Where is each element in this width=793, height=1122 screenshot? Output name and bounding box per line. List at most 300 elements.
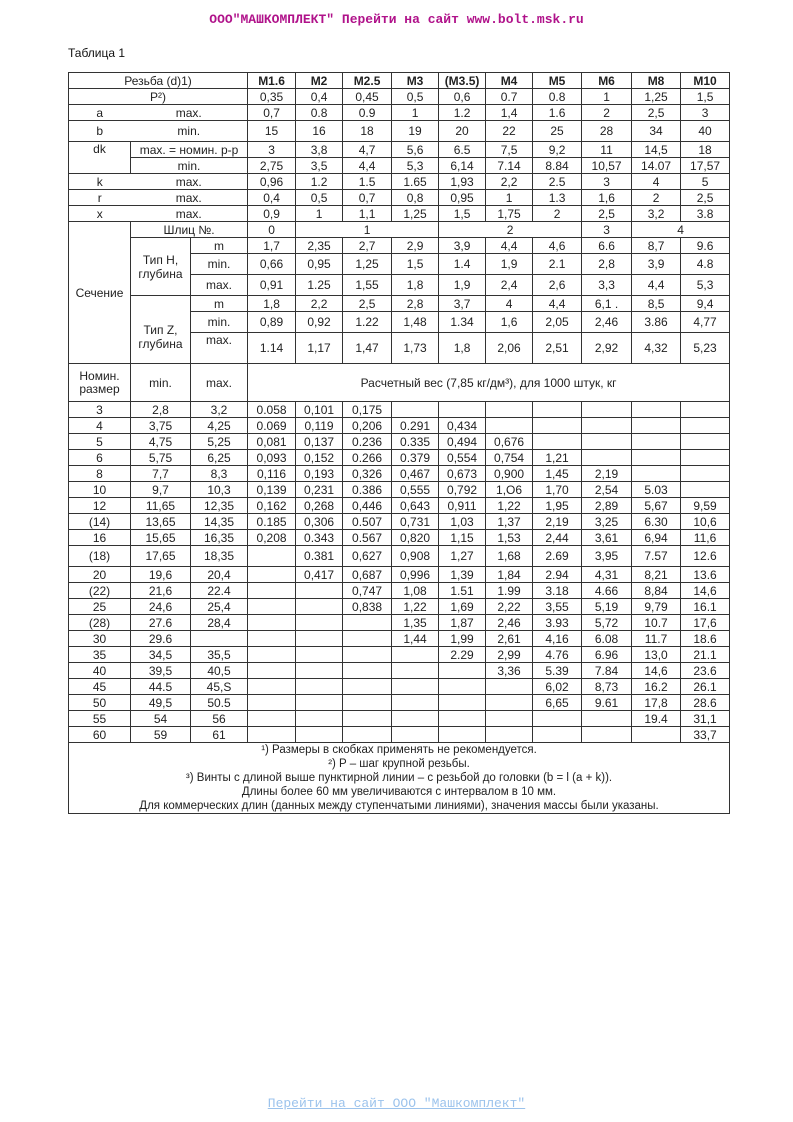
weight-cell: 0,306 — [296, 514, 343, 530]
value-cell: 2,5 — [582, 206, 632, 222]
nominal-length: 3 — [69, 402, 131, 418]
value-cell: 25 — [533, 121, 582, 142]
value-cell: 2,7 — [343, 238, 392, 254]
weight-cell: 6,02 — [533, 679, 582, 695]
length-max: 3,2 — [191, 402, 248, 418]
length-max: 12,35 — [191, 498, 248, 514]
value-cell: 0,89 — [248, 312, 296, 333]
weight-cell: 0,555 — [392, 482, 439, 498]
value-cell: 5 — [681, 174, 730, 190]
site-link-bottom[interactable]: Перейти на сайт ООО "Машкомплект" — [267, 1096, 526, 1111]
row-dk-min — [69, 158, 730, 174]
empty-cell — [248, 647, 296, 663]
empty-cell — [632, 466, 681, 482]
empty-cell — [439, 663, 486, 679]
weight-row — [69, 402, 730, 418]
value-cell: 19 — [392, 121, 439, 142]
weight-cell: 0,908 — [392, 546, 439, 567]
length-min: 49,5 — [131, 695, 191, 711]
weight-cell: 1,53 — [486, 530, 533, 546]
weight-row — [69, 466, 730, 482]
weight-row — [69, 615, 730, 631]
value-cell: 1,8 — [439, 333, 486, 364]
size-header: M8 — [632, 73, 681, 89]
footnote: Для коммерческих длин (данных между ступенчатыми линиями), значения массы были указаны. — [139, 800, 659, 812]
weight-cell: 0,434 — [439, 418, 486, 434]
value-cell: 8,5 — [632, 296, 681, 312]
footnote: Длины более 60 мм увеличиваются с интервалом в 10 мм. — [241, 786, 557, 798]
weight-cell: 10.7 — [632, 615, 681, 631]
nominal-length: (22) — [69, 583, 131, 599]
length-max: 6,25 — [191, 450, 248, 466]
type-h-label: Тип Н, глубина — [131, 238, 191, 296]
slot-value: 1 — [296, 222, 439, 238]
value-cell: 10,57 — [582, 158, 632, 174]
weight-cell: 1.99 — [486, 583, 533, 599]
nominal-length: 20 — [69, 567, 131, 583]
weight-cell: 1,95 — [533, 498, 582, 514]
weight-cell: 1.51 — [439, 583, 486, 599]
weight-cell: 19.4 — [632, 711, 681, 727]
weight-cell: 3,36 — [486, 663, 533, 679]
value-cell: 1.5 — [343, 174, 392, 190]
value-cell: 4,7 — [343, 142, 392, 158]
empty-cell — [486, 727, 533, 743]
nominal-length: 8 — [69, 466, 131, 482]
row-r — [69, 190, 730, 206]
footnote: ²) P – шаг крупной резьбы. — [328, 758, 470, 770]
value-cell: 1,55 — [343, 275, 392, 296]
weight-row — [69, 418, 730, 434]
weight-cell: 2,61 — [486, 631, 533, 647]
nominal-length: (18) — [69, 546, 131, 567]
weight-cell: 0,206 — [343, 418, 392, 434]
length-min: 5,75 — [131, 450, 191, 466]
weight-cell: 10,6 — [681, 514, 730, 530]
weight-cell: 6.08 — [582, 631, 632, 647]
weight-cell: 2,19 — [582, 466, 632, 482]
value-cell: 1,4 — [486, 105, 533, 121]
value-cell: 1,5 — [681, 89, 730, 105]
empty-cell — [439, 402, 486, 418]
value-cell: 0,5 — [296, 190, 343, 206]
empty-cell — [439, 695, 486, 711]
length-min: 19,6 — [131, 567, 191, 583]
footnotes-row — [69, 743, 730, 814]
row-k — [69, 174, 730, 190]
weight-cell: 14,6 — [632, 663, 681, 679]
value-cell: 1.14 — [248, 333, 296, 364]
weight-row — [69, 546, 730, 567]
row-p — [69, 89, 730, 105]
weight-cell: 0,193 — [296, 466, 343, 482]
empty-cell — [248, 546, 296, 567]
value-cell: 2.1 — [533, 254, 582, 275]
row-qualifier: m — [191, 296, 248, 312]
value-cell: 1 — [486, 190, 533, 206]
row-qualifier: min. — [191, 254, 248, 275]
weight-cell: 8,21 — [632, 567, 681, 583]
weight-cell: 1,87 — [439, 615, 486, 631]
nominal-length: (14) — [69, 514, 131, 530]
value-cell: 4,4 — [486, 238, 533, 254]
empty-cell — [343, 727, 392, 743]
empty-cell — [296, 599, 343, 615]
empty-cell — [632, 434, 681, 450]
value-cell: 4 — [632, 174, 681, 190]
weight-row — [69, 599, 730, 615]
screw-dimensions-table — [68, 72, 730, 814]
value-cell: 1.3 — [533, 190, 582, 206]
value-cell: 0.7 — [486, 89, 533, 105]
empty-cell — [681, 402, 730, 418]
value-cell: 9,4 — [681, 296, 730, 312]
value-cell: 2 — [632, 190, 681, 206]
length-max: 20,4 — [191, 567, 248, 583]
length-min: 17,65 — [131, 546, 191, 567]
empty-cell — [582, 402, 632, 418]
value-cell: 2,92 — [582, 333, 632, 364]
row-qualifier: min. — [131, 121, 248, 142]
nominal-length: 6 — [69, 450, 131, 466]
slot-value: 0 — [248, 222, 296, 238]
empty-cell — [392, 679, 439, 695]
size-header: (M3.5) — [439, 73, 486, 89]
row-label: k — [69, 174, 131, 190]
weight-cell: 0.343 — [296, 530, 343, 546]
weight-cell: 0,467 — [392, 466, 439, 482]
length-max: 50.5 — [191, 695, 248, 711]
value-cell: 1,25 — [632, 89, 681, 105]
empty-cell — [582, 418, 632, 434]
value-cell: 1,25 — [343, 254, 392, 275]
row-qualifier: min. — [191, 312, 248, 333]
size-header: M2.5 — [343, 73, 392, 89]
weight-cell: 0,081 — [248, 434, 296, 450]
value-cell: 16 — [296, 121, 343, 142]
empty-cell — [392, 711, 439, 727]
empty-cell — [296, 631, 343, 647]
nominal-length: 60 — [69, 727, 131, 743]
weight-cell: 0,137 — [296, 434, 343, 450]
nominal-size-header: Номин. размер — [69, 364, 131, 402]
value-cell: 1,17 — [296, 333, 343, 364]
weight-cell: 1,15 — [439, 530, 486, 546]
weight-cell: 1,22 — [486, 498, 533, 514]
empty-cell — [248, 599, 296, 615]
weight-cell: 4.66 — [582, 583, 632, 599]
value-cell: 2,35 — [296, 238, 343, 254]
row-h-m — [69, 238, 730, 254]
value-cell: 2,9 — [392, 238, 439, 254]
nominal-length: 50 — [69, 695, 131, 711]
thread-header-row — [69, 73, 730, 89]
footnote: ¹) Размеры в скобках применять не рекомендуется. — [261, 744, 537, 756]
value-cell: 40 — [681, 121, 730, 142]
value-cell: 4 — [486, 296, 533, 312]
weight-cell: 0.386 — [343, 482, 392, 498]
row-label: a — [69, 105, 131, 121]
weight-row — [69, 514, 730, 530]
empty-cell — [296, 647, 343, 663]
weight-cell: 1,44 — [392, 631, 439, 647]
value-cell: 1,7 — [248, 238, 296, 254]
value-cell: 6,1 . — [582, 296, 632, 312]
empty-cell — [343, 631, 392, 647]
weight-cell: 0,673 — [439, 466, 486, 482]
weight-cell: 0,162 — [248, 498, 296, 514]
weight-cell: 0,747 — [343, 583, 392, 599]
value-cell: 2,6 — [533, 275, 582, 296]
weight-cell: 0,494 — [439, 434, 486, 450]
size-header: M3 — [392, 73, 439, 89]
value-cell: 0,7 — [343, 190, 392, 206]
nominal-length: 4 — [69, 418, 131, 434]
row-label: r — [69, 190, 131, 206]
length-min: 4,75 — [131, 434, 191, 450]
value-cell: 0,66 — [248, 254, 296, 275]
weight-cell: 0,820 — [392, 530, 439, 546]
length-max: 18,35 — [191, 546, 248, 567]
weight-cell: 16.1 — [681, 599, 730, 615]
max-header: max. — [191, 364, 248, 402]
length-max: 22.4 — [191, 583, 248, 599]
value-cell: 4.8 — [681, 254, 730, 275]
value-cell: 2,4 — [486, 275, 533, 296]
weight-cell: 3,61 — [582, 530, 632, 546]
length-max: 35,5 — [191, 647, 248, 663]
empty-cell — [248, 663, 296, 679]
value-cell: 2,2 — [486, 174, 533, 190]
weight-cell: 1,27 — [439, 546, 486, 567]
nominal-length: (28) — [69, 615, 131, 631]
weight-title: Расчетный вес (7,85 кг/дм³), для 1000 штук, кг — [248, 364, 730, 402]
value-cell: 0.8 — [296, 105, 343, 121]
nominal-length: 16 — [69, 530, 131, 546]
value-cell: 3 — [248, 142, 296, 158]
weight-cell: 0,417 — [296, 567, 343, 583]
weight-cell: 0,119 — [296, 418, 343, 434]
empty-cell — [439, 711, 486, 727]
weight-cell: 9,59 — [681, 498, 730, 514]
weight-cell: 0,139 — [248, 482, 296, 498]
empty-cell — [343, 679, 392, 695]
value-cell: 6.6 — [582, 238, 632, 254]
value-cell: 1.25 — [296, 275, 343, 296]
weight-cell: 0,268 — [296, 498, 343, 514]
row-qualifier: min. — [131, 158, 248, 174]
weight-cell: 5,72 — [582, 615, 632, 631]
weight-cell: 0.236 — [343, 434, 392, 450]
value-cell: 1,8 — [392, 275, 439, 296]
weight-cell: 0.266 — [343, 450, 392, 466]
empty-cell — [632, 402, 681, 418]
value-cell: 7.14 — [486, 158, 533, 174]
nominal-length: 45 — [69, 679, 131, 695]
nominal-length: 5 — [69, 434, 131, 450]
empty-cell — [248, 679, 296, 695]
value-cell: 5,23 — [681, 333, 730, 364]
weight-row — [69, 482, 730, 498]
empty-cell — [486, 402, 533, 418]
value-cell: 2,06 — [486, 333, 533, 364]
weight-cell: 0.379 — [392, 450, 439, 466]
length-max: 40,5 — [191, 663, 248, 679]
weight-cell: 12.6 — [681, 546, 730, 567]
empty-cell — [486, 711, 533, 727]
row-qualifier: max. — [131, 190, 248, 206]
weight-cell: 0,792 — [439, 482, 486, 498]
weight-cell: 1,39 — [439, 567, 486, 583]
weight-cell: 17,8 — [632, 695, 681, 711]
nominal-length: 55 — [69, 711, 131, 727]
empty-cell — [439, 727, 486, 743]
value-cell: 6,14 — [439, 158, 486, 174]
length-min: 2,8 — [131, 402, 191, 418]
length-min: 27.6 — [131, 615, 191, 631]
value-cell: 1,25 — [392, 206, 439, 222]
value-cell: 2,46 — [582, 312, 632, 333]
nominal-length: 30 — [69, 631, 131, 647]
value-cell: 1,1 — [343, 206, 392, 222]
value-cell: 3.8 — [681, 206, 730, 222]
weight-cell: 18.6 — [681, 631, 730, 647]
weight-cell: 2.69 — [533, 546, 582, 567]
value-cell: 18 — [681, 142, 730, 158]
weight-cell: 3,25 — [582, 514, 632, 530]
weight-cell: 0,152 — [296, 450, 343, 466]
weight-cell: 0,446 — [343, 498, 392, 514]
value-cell: 1.22 — [343, 312, 392, 333]
weight-cell: 3,95 — [582, 546, 632, 567]
weight-cell: 8,84 — [632, 583, 681, 599]
empty-cell — [533, 727, 582, 743]
value-cell: 4,4 — [533, 296, 582, 312]
value-cell: 0,95 — [296, 254, 343, 275]
value-cell: 2,8 — [582, 254, 632, 275]
value-cell: 28 — [582, 121, 632, 142]
weight-cell: 1,45 — [533, 466, 582, 482]
weight-cell: 33,7 — [681, 727, 730, 743]
empty-cell — [439, 679, 486, 695]
length-min: 29.6 — [131, 631, 191, 647]
empty-cell — [248, 615, 296, 631]
value-cell: 3,9 — [632, 254, 681, 275]
weight-cell: 0,554 — [439, 450, 486, 466]
value-cell: 2,75 — [248, 158, 296, 174]
empty-cell — [248, 695, 296, 711]
value-cell: 0,96 — [248, 174, 296, 190]
empty-cell — [533, 711, 582, 727]
weight-row — [69, 695, 730, 711]
weight-cell: 26.1 — [681, 679, 730, 695]
footnote: ³) Винты с длиной выше пунктирной линии – с резьбой до головки (b = l (a + k)). — [185, 772, 613, 784]
weight-cell: 6.96 — [582, 647, 632, 663]
value-cell: 2,2 — [296, 296, 343, 312]
row-label: P²) — [69, 89, 248, 105]
weight-cell: 14,6 — [681, 583, 730, 599]
empty-cell — [582, 434, 632, 450]
slot-value: 4 — [632, 222, 730, 238]
weight-cell: 4,16 — [533, 631, 582, 647]
weight-cell: 0.058 — [248, 402, 296, 418]
weight-cell: 2,44 — [533, 530, 582, 546]
row-dk-max — [69, 142, 730, 158]
empty-cell — [296, 615, 343, 631]
value-cell: 11 — [582, 142, 632, 158]
weight-cell: 7.84 — [582, 663, 632, 679]
weight-cell: 1,99 — [439, 631, 486, 647]
value-cell: 3,2 — [632, 206, 681, 222]
weight-cell: 0,326 — [343, 466, 392, 482]
weight-cell: 5,67 — [632, 498, 681, 514]
value-cell: 0,35 — [248, 89, 296, 105]
empty-cell — [392, 647, 439, 663]
weight-cell: 0,676 — [486, 434, 533, 450]
value-cell: 8.84 — [533, 158, 582, 174]
value-cell: 20 — [439, 121, 486, 142]
empty-cell — [296, 727, 343, 743]
weight-cell: 1,08 — [392, 583, 439, 599]
empty-cell — [486, 695, 533, 711]
empty-cell — [632, 727, 681, 743]
empty-cell — [533, 434, 582, 450]
nominal-length: 25 — [69, 599, 131, 615]
value-cell: 1.6 — [533, 105, 582, 121]
value-cell: 7,5 — [486, 142, 533, 158]
value-cell: 18 — [343, 121, 392, 142]
weight-cell: 1,22 — [392, 599, 439, 615]
length-max: 61 — [191, 727, 248, 743]
row-a — [69, 105, 730, 121]
empty-cell — [392, 402, 439, 418]
weight-cell: 7.57 — [632, 546, 681, 567]
weight-cell: 0,838 — [343, 599, 392, 615]
length-min: 3,75 — [131, 418, 191, 434]
value-cell: 6.5 — [439, 142, 486, 158]
length-min: 9,7 — [131, 482, 191, 498]
weight-row — [69, 583, 730, 599]
value-cell: 15 — [248, 121, 296, 142]
weight-row — [69, 498, 730, 514]
empty-cell — [343, 647, 392, 663]
value-cell: 3,9 — [439, 238, 486, 254]
weight-cell: 1,70 — [533, 482, 582, 498]
weight-cell: 4.76 — [533, 647, 582, 663]
weight-cell: 0,754 — [486, 450, 533, 466]
length-min: 34,5 — [131, 647, 191, 663]
length-min: 54 — [131, 711, 191, 727]
weight-cell: 0.069 — [248, 418, 296, 434]
empty-cell — [582, 450, 632, 466]
weight-row — [69, 434, 730, 450]
value-cell: 3,3 — [582, 275, 632, 296]
site-link-top[interactable]: ООО"МАШКОМПЛЕКТ" Перейти на сайт www.bolt.msk.ru — [209, 12, 584, 27]
value-cell: 5,3 — [681, 275, 730, 296]
weight-cell: 0,911 — [439, 498, 486, 514]
weight-cell: 0.335 — [392, 434, 439, 450]
weight-cell: 0,175 — [343, 402, 392, 418]
weight-cell: 5.03 — [632, 482, 681, 498]
length-min: 7,7 — [131, 466, 191, 482]
weight-cell: 2,46 — [486, 615, 533, 631]
weight-row — [69, 663, 730, 679]
weight-cell: 2.29 — [439, 647, 486, 663]
value-cell: 3.86 — [632, 312, 681, 333]
row-qualifier: max. — [131, 174, 248, 190]
weight-cell: 21.1 — [681, 647, 730, 663]
value-cell: 0.9 — [343, 105, 392, 121]
